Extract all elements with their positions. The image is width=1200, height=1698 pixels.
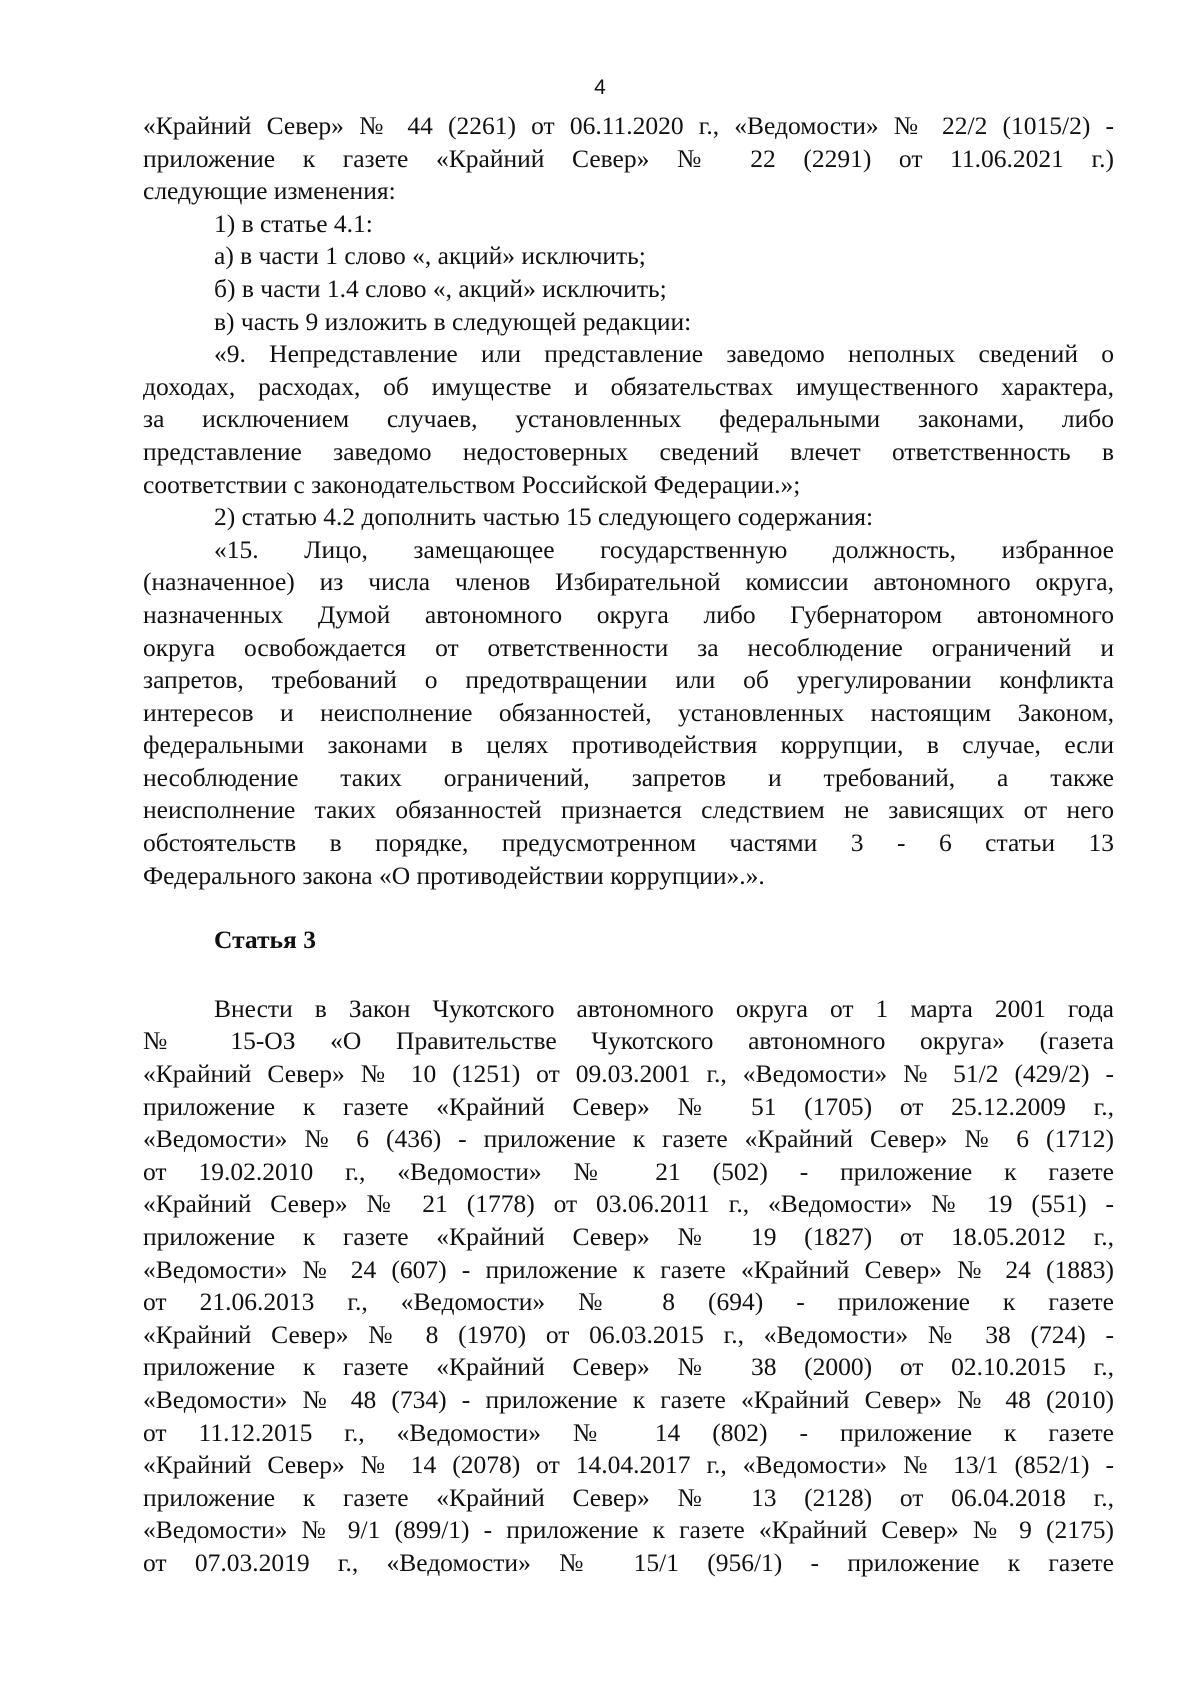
text-line: за исключением случаев, установленных федеральными законами, либо bbox=[143, 404, 1114, 434]
text-line: приложение к газете «Крайний Север» № 13 (2128) от 06.04.2018 г., bbox=[143, 1482, 1114, 1512]
text-line: «Крайний Север» № 21 (1778) от 03.06.2011 г., «Ведомости» № 19 (551) - bbox=[143, 1189, 1114, 1219]
text-line: приложение к газете «Крайний Север» № 19 (1827) от 18.05.2012 г., bbox=[143, 1222, 1114, 1251]
article-heading: Статья 3 bbox=[214, 925, 316, 955]
text-line: «Ведомости» № 24 (607) - приложение к газете «Крайний Север» № 24 (1883) bbox=[143, 1254, 1114, 1284]
text-line: «Крайний Север» № 10 (1251) от 09.03.2001 г., «Ведомости» № 51/2 (429/2) - bbox=[143, 1059, 1114, 1089]
text-line: запретов, требований о предотвращении или об урегулировании конфликта bbox=[143, 665, 1114, 695]
text-line: обстоятельств в порядке, предусмотренном частями 3 - 6 статьи 13 bbox=[143, 828, 1114, 858]
text-line: 1) в статье 4.1: bbox=[214, 208, 373, 238]
text-line: доходах, расходах, об имуществе и обязательствах имущественного характера, bbox=[143, 371, 1114, 401]
text-line: от 21.06.2013 г., «Ведомости» № 8 (694) - приложение к газете bbox=[143, 1287, 1114, 1317]
text-line: от 19.02.2010 г., «Ведомости» № 21 (502) - приложение к газете bbox=[143, 1156, 1114, 1186]
text-line: «Ведомости» № 6 (436) - приложение к газете «Крайний Север» № 6 (1712) bbox=[143, 1124, 1114, 1154]
text-line: Федерального закона «О противодействии коррупции».». bbox=[143, 860, 765, 890]
text-line: б) в части 1.4 слово «, акций» исключить; bbox=[214, 273, 667, 303]
text-line: представление заведомо недостоверных сведений влечет ответственность в bbox=[143, 436, 1114, 466]
text-line: федеральными законами в целях противодействия коррупции, в случае, если bbox=[143, 730, 1114, 760]
text-line: «Ведомости» № 9/1 (899/1) - приложение к газете «Крайний Север» № 9 (2175) bbox=[143, 1515, 1114, 1545]
spacer bbox=[143, 892, 1114, 924]
article-2-continuation bbox=[143, 110, 1114, 892]
text-line: в) часть 9 изложить в следующей редакции: bbox=[214, 306, 692, 336]
text-line: от 11.12.2015 г., «Ведомости» № 14 (802) - приложение к газете bbox=[143, 1417, 1114, 1447]
article-3-text bbox=[143, 993, 1114, 1580]
document-body bbox=[143, 110, 1114, 1580]
text-line: «Крайний Север» № 8 (1970) от 06.03.2015 г., «Ведомости» № 38 (724) - bbox=[143, 1319, 1114, 1349]
text-line: приложение к газете «Крайний Север» № 38 (2000) от 02.10.2015 г., bbox=[143, 1352, 1114, 1382]
text-line: № 15-ОЗ «О Правительстве Чукотского автономного округа» (газета bbox=[143, 1026, 1114, 1056]
spacer bbox=[143, 957, 1114, 993]
text-line: округа освобождается от ответственности за несоблюдение ограничений и bbox=[143, 632, 1114, 662]
text-line: назначенных Думой автономного округа либо Губернатором автономного bbox=[143, 599, 1114, 629]
text-line: (назначенное) из числа членов Избирательной комиссии автономного округа, bbox=[143, 567, 1114, 597]
text-line: «Крайний Север» № 14 (2078) от 14.04.2017 г., «Ведомости» № 13/1 (852/1) - bbox=[143, 1450, 1114, 1480]
text-line: Внести в Закон Чукотского автономного округа от 1 марта 2001 года bbox=[214, 993, 1114, 1023]
text-line: несоблюдение таких ограничений, запретов и требований, а также bbox=[143, 762, 1114, 792]
text-line: «9. Непредставление или представление заведомо неполных сведений о bbox=[214, 339, 1114, 369]
text-line: «Ведомости» № 48 (734) - приложение к газете «Крайний Север» № 48 (2010) bbox=[143, 1384, 1114, 1414]
text-line: от 07.03.2019 г., «Ведомости» № 15/1 (956/1) - приложение к газете bbox=[143, 1547, 1114, 1577]
text-line: неисполнение таких обязанностей признается следствием не зависящих от него bbox=[143, 795, 1114, 825]
text-line: интересов и неисполнение обязанностей, установленных настоящим Законом, bbox=[143, 697, 1114, 727]
text-line: 2) статью 4.2 дополнить частью 15 следующего содержания: bbox=[214, 502, 874, 532]
text-line: следующие изменения: bbox=[143, 176, 396, 206]
text-line: приложение к газете «Крайний Север» № 22 (2291) от 11.06.2021 г.) bbox=[143, 143, 1114, 173]
text-line: «15. Лицо, замещающее государственную должность, избранное bbox=[214, 534, 1114, 564]
text-line: «Крайний Север» № 44 (2261) от 06.11.2020 г., «Ведомости» № 22/2 (1015/2) - bbox=[143, 111, 1114, 140]
text-line: а) в части 1 слово «, акций» исключить; bbox=[214, 241, 646, 271]
text-line: соответствии с законодательством Российской Федерации.»; bbox=[143, 469, 801, 499]
text-line: приложение к газете «Крайний Север» № 51 (1705) от 25.12.2009 г., bbox=[143, 1091, 1114, 1121]
page-number: 4 bbox=[594, 76, 606, 99]
